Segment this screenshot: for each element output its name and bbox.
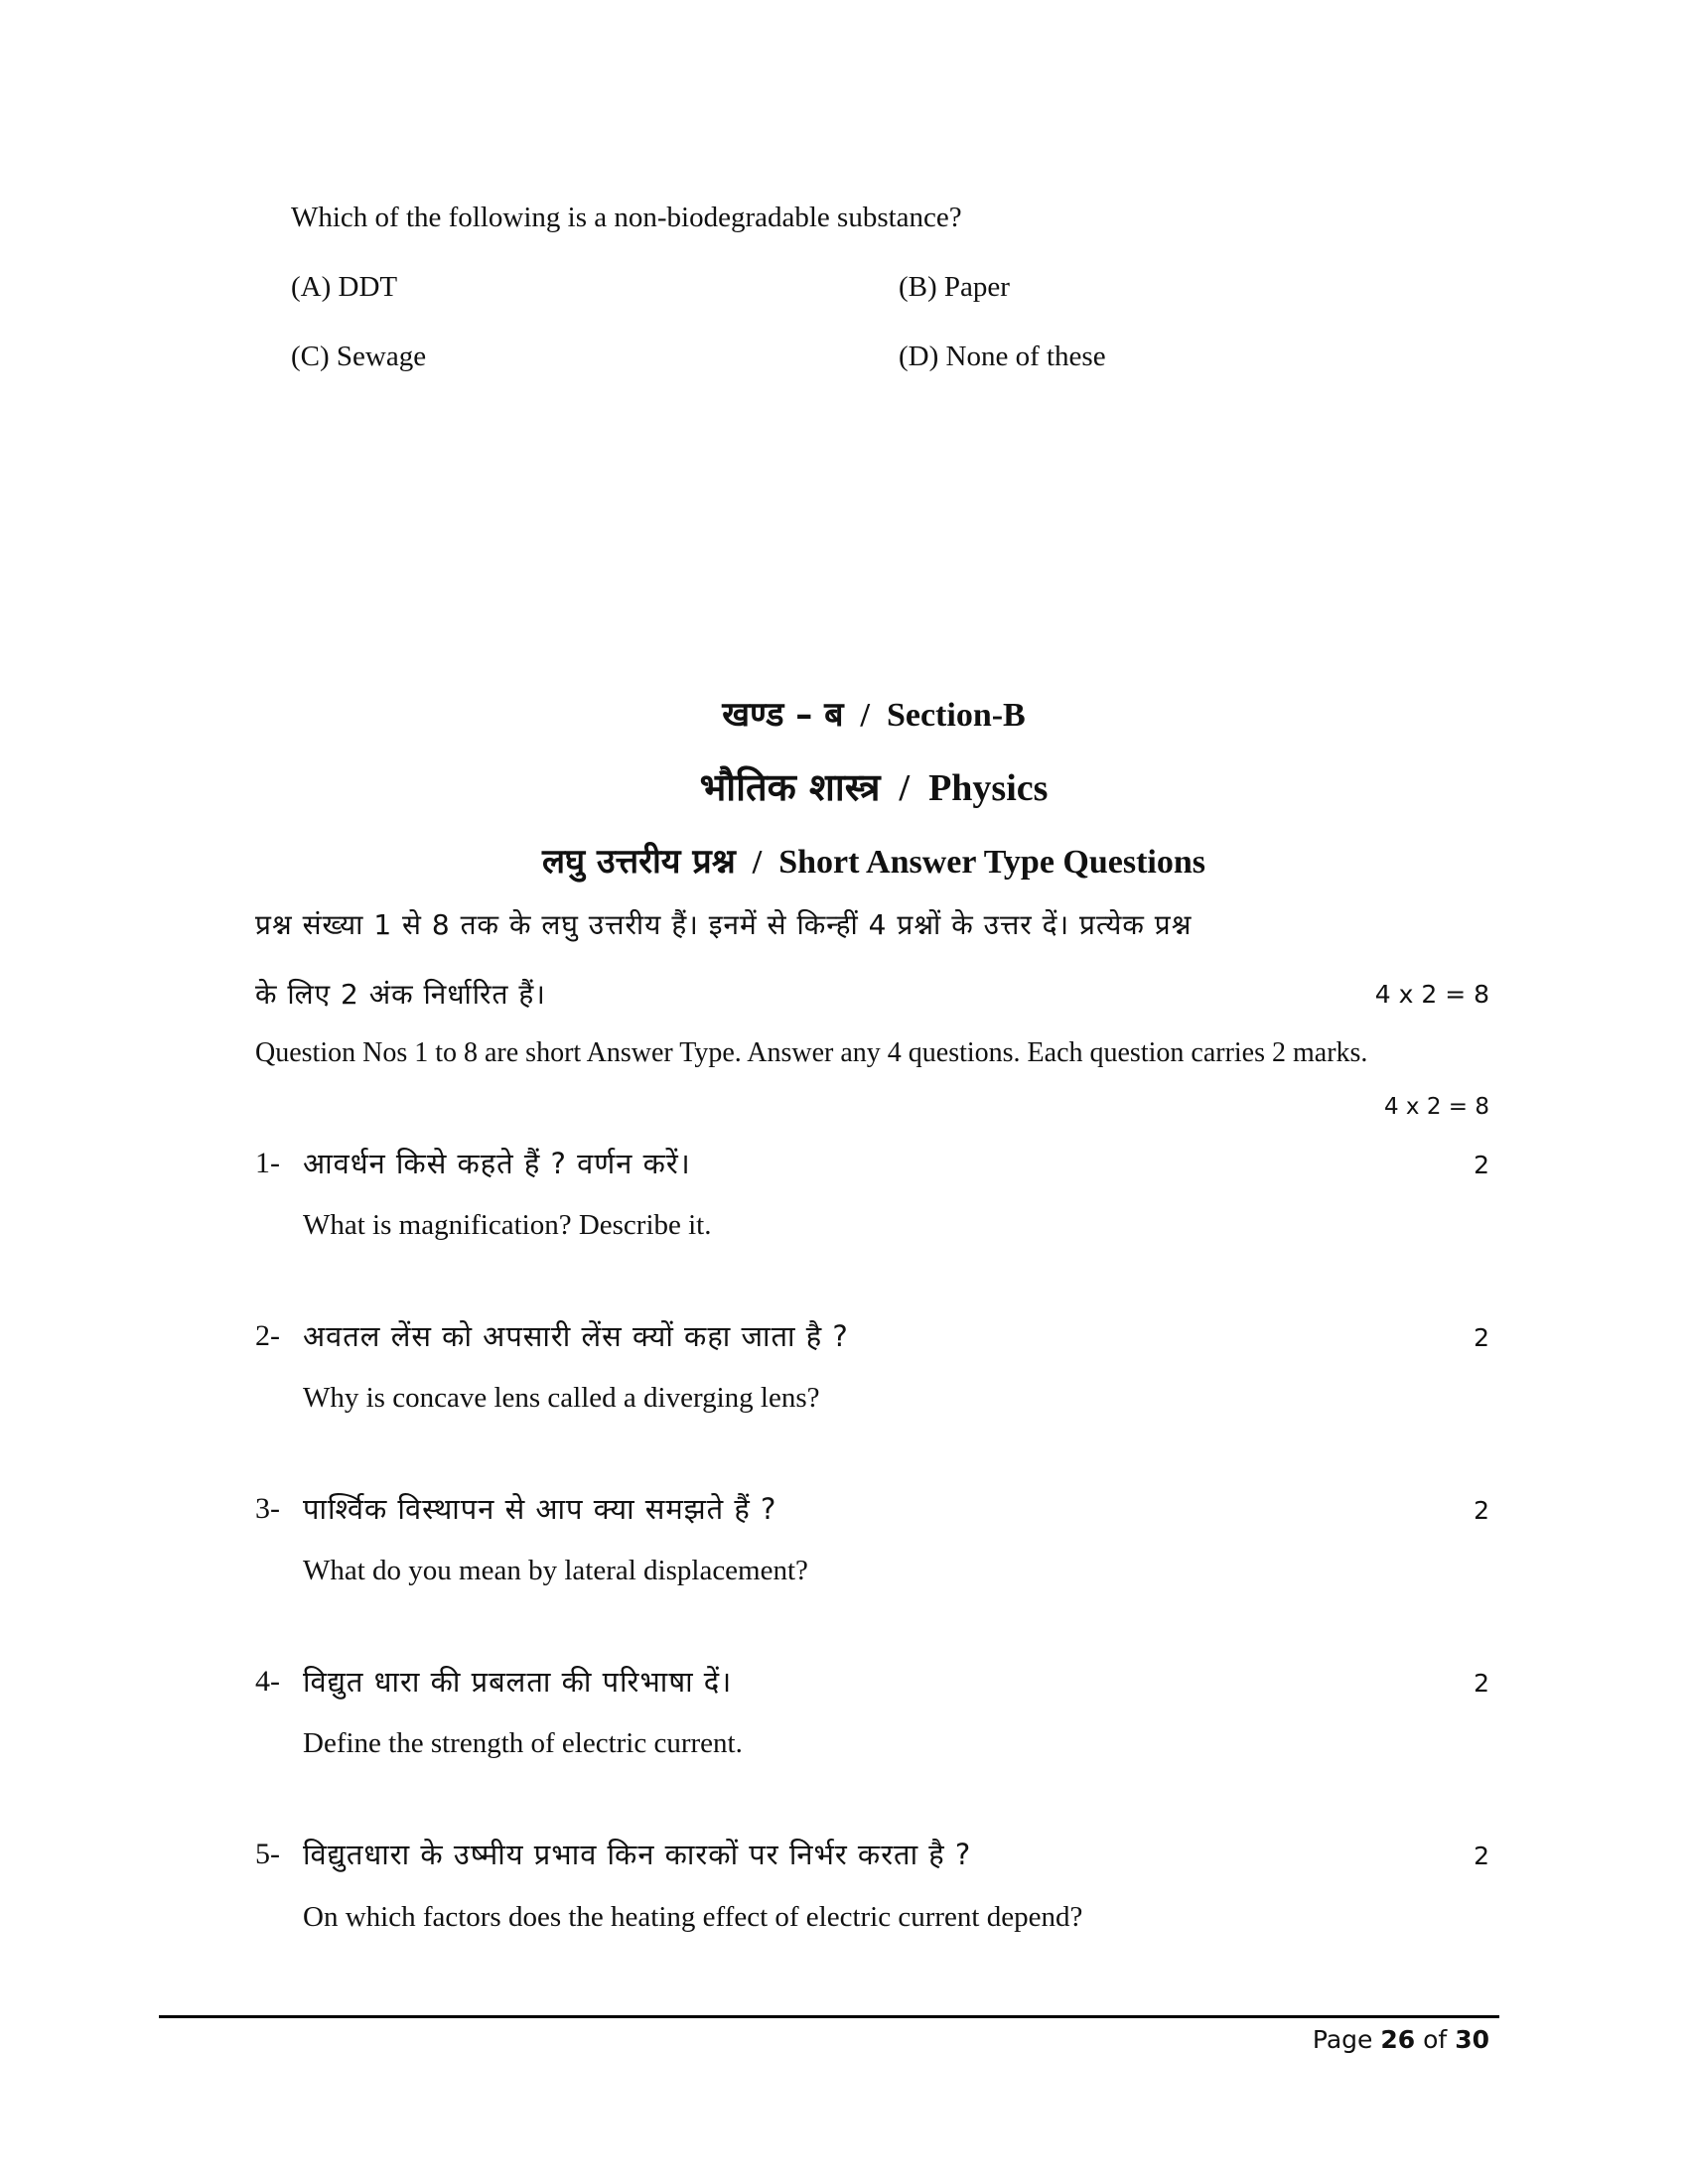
question-marks: 2 xyxy=(1474,1151,1489,1179)
option-text: None of these xyxy=(945,341,1106,372)
mcq-option-a xyxy=(291,271,397,304)
option-label: (D) xyxy=(899,341,939,372)
question-marks: 2 xyxy=(1474,1669,1489,1698)
mcq-option-c xyxy=(291,341,426,373)
question-type-en: Short Answer Type Questions xyxy=(778,844,1206,881)
question-hi: विद्युतधारा के उष्मीय प्रभाव किन कारकों पर निर्भर करता है ? xyxy=(303,1838,972,1871)
subject-heading-hi: भौतिक शास्त्र xyxy=(699,765,881,809)
question-hi: पार्श्विक विस्थापन से आप क्या समझते हैं ? xyxy=(303,1492,777,1526)
mcq-option-b xyxy=(899,271,1010,304)
question-en: Define the strength of electric current. xyxy=(303,1727,743,1759)
section-heading-en: Section-B xyxy=(886,697,1026,734)
mcq-option-d xyxy=(899,341,1106,373)
footer-divider xyxy=(159,2015,1499,2018)
page-number xyxy=(1313,2025,1489,2054)
question-en: Why is concave lens called a diverging lens? xyxy=(303,1382,820,1414)
question-marks: 2 xyxy=(1474,1496,1489,1525)
subject-heading xyxy=(0,760,1688,812)
option-label: (A) xyxy=(291,271,332,303)
mcq-question: Which of the following is a non-biodegradable substance? xyxy=(291,202,962,233)
instructions-hi-line2: के लिए 2 अंक निर्धारित हैं। xyxy=(255,978,546,1011)
separator: / xyxy=(899,767,911,809)
question-hi: विद्युत धारा की प्रबलता की परिभाषा दें। xyxy=(303,1665,733,1699)
question-en: On which factors does the heating effect of electric current depend? xyxy=(303,1901,1083,1933)
instructions-en-marks: 4 x 2 = 8 xyxy=(1383,1094,1489,1120)
question-number: 3- xyxy=(255,1492,280,1525)
option-text: Paper xyxy=(943,271,1010,303)
option-text: Sewage xyxy=(336,341,427,372)
question-number: 4- xyxy=(255,1665,280,1698)
section-heading-hi: खण्ड – ब xyxy=(722,695,844,735)
question-marks: 2 xyxy=(1474,1323,1489,1352)
page-prefix: Page xyxy=(1312,2025,1373,2054)
question-type-hi: लघु उत्तरीय प्रश्न xyxy=(541,842,736,882)
question-number: 2- xyxy=(255,1319,280,1352)
separator: / xyxy=(752,844,763,881)
instructions-hi-marks: 4 x 2 = 8 xyxy=(1374,980,1489,1009)
page-total: 30 xyxy=(1455,2025,1489,2054)
question-number: 5- xyxy=(255,1838,280,1870)
question-marks: 2 xyxy=(1474,1842,1489,1870)
page-current: 26 xyxy=(1380,2025,1416,2054)
section-heading xyxy=(0,690,1688,736)
option-label: (C) xyxy=(291,341,330,372)
separator: / xyxy=(860,697,870,734)
page-of: of xyxy=(1423,2025,1448,2054)
question-type-heading xyxy=(0,837,1688,883)
question-number: 1- xyxy=(255,1147,280,1179)
subject-heading-en: Physics xyxy=(928,767,1049,809)
option-text: DDT xyxy=(338,271,398,303)
option-label: (B) xyxy=(899,271,937,303)
instructions-hi-line1: प्रश्न संख्या 1 से 8 तक के लघु उत्तरीय हैं। इनमें से किन्हीं 4 प्रश्नों के उत्तर दें। प्रत्येक प्रश्न xyxy=(255,908,1193,941)
question-hi: अवतल लेंस को अपसारी लेंस क्यों कहा जाता है ? xyxy=(303,1319,849,1353)
question-en: What do you mean by lateral displacement? xyxy=(303,1555,808,1586)
question-hi: आवर्धन किसे कहते हैं ? वर्णन करें। xyxy=(303,1147,691,1180)
question-en: What is magnification? Describe it. xyxy=(303,1209,712,1241)
instructions-en: Question Nos 1 to 8 are short Answer Type. Answer any 4 questions. Each question carries 2 marks. xyxy=(255,1037,1368,1068)
